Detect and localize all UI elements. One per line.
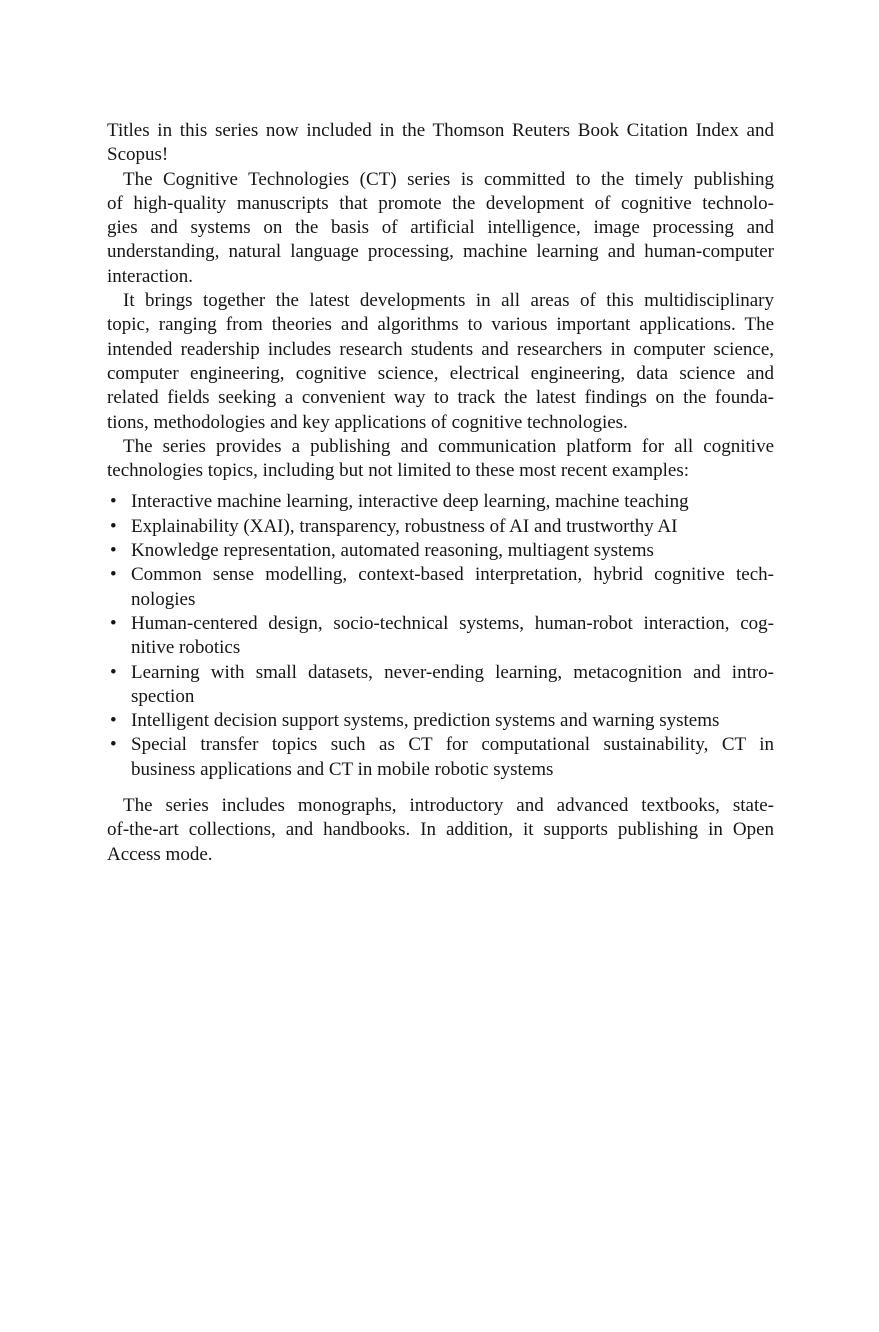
- bullet-item: [107, 539, 774, 563]
- page-content: [107, 119, 774, 867]
- bullet-item: [107, 490, 774, 514]
- bullet-icon: •: [110, 540, 117, 562]
- text-line: Common sense modelling, context-based interpretation, hybrid cognitive tech-: [131, 564, 774, 586]
- bullet-item-text: [131, 661, 774, 710]
- text-line: The Cognitive Technologies (CT) series is committed to the timely publishing: [123, 168, 774, 190]
- text-line: Interactive machine learning, interactive deep learning, machine teaching: [131, 491, 689, 513]
- text-line: of high-quality manuscripts that promote the development of cognitive technolo-: [107, 192, 774, 214]
- bullet-item: [107, 515, 774, 539]
- text-line: The series includes monographs, introductory and advanced textbooks, state-: [123, 795, 774, 817]
- bullet-item-text: [131, 490, 774, 514]
- text-line: Intelligent decision support systems, prediction systems and warning systems: [131, 710, 720, 732]
- bullet-icon: •: [110, 491, 117, 513]
- text-line: Learning with small datasets, never-ending learning, metacognition and intro-: [131, 661, 774, 683]
- text-line: Knowledge representation, automated reasoning, multiagent systems: [131, 540, 654, 562]
- bullet-item-text: [131, 733, 774, 782]
- bullet-icon: •: [110, 515, 117, 537]
- text-line: related fields seeking a convenient way to track the latest findings on the founda-: [107, 387, 774, 409]
- bullet-item-text: [131, 515, 774, 539]
- bullet-icon: •: [110, 661, 117, 683]
- text-line: topic, ranging from theories and algorithms to various important applications. The: [107, 314, 774, 336]
- bullet-item: [107, 612, 774, 661]
- bullet-item-text: [131, 612, 774, 661]
- paragraph: [107, 289, 774, 435]
- text-line: of-the-art collections, and handbooks. In addition, it supports publishing in Open: [107, 819, 774, 841]
- text-line: technologies topics, including but not limited to these most recent examples:: [107, 460, 690, 482]
- paragraph: [107, 435, 774, 484]
- bullet-item-text: [131, 709, 774, 733]
- text-line: It brings together the latest developments in all areas of this multidisciplinary: [123, 290, 774, 312]
- text-line: tions, methodologies and key applications of cognitive technologies.: [107, 411, 628, 433]
- bullet-item: [107, 709, 774, 733]
- text-line: nologies: [131, 588, 196, 610]
- text-line: Scopus!: [107, 144, 169, 166]
- text-line: intended readership includes research students and researchers in computer science,: [107, 338, 774, 360]
- bullet-item: [107, 733, 774, 782]
- bullet-item: [107, 563, 774, 612]
- text-line: gies and systems on the basis of artificial intelligence, image processing and: [107, 217, 774, 239]
- text-line: nitive robotics: [131, 637, 241, 659]
- text-line: Special transfer topics such as CT for computational sustainability, CT in: [131, 734, 774, 756]
- bullet-item: [107, 661, 774, 710]
- text-line: interaction.: [107, 265, 193, 287]
- bullet-item-text: [131, 539, 774, 563]
- bullet-icon: •: [110, 710, 117, 732]
- paragraph: [107, 168, 774, 289]
- bullet-icon: •: [110, 612, 117, 634]
- text-line: Titles in this series now included in the Thomson Reuters Book Citation Index and: [107, 120, 774, 141]
- text-line: understanding, natural language processing, machine learning and human-computer: [107, 241, 774, 263]
- paragraph: [107, 119, 774, 168]
- bullet-icon: •: [110, 734, 117, 756]
- bullet-icon: •: [110, 564, 117, 586]
- text-line: Human-centered design, socio-technical systems, human-robot interaction, cog-: [131, 612, 774, 634]
- text-line: The series provides a publishing and communication platform for all cognitive: [123, 435, 774, 457]
- text-line: Explainability (XAI), transparency, robustness of AI and trustworthy AI: [131, 515, 678, 537]
- bullet-item-text: [131, 563, 774, 612]
- text-line: business applications and CT in mobile robotic systems: [131, 758, 554, 780]
- text-line: Access mode.: [107, 843, 213, 865]
- paragraph: [107, 794, 774, 867]
- text-line: computer engineering, cognitive science, electrical engineering, data science and: [107, 362, 774, 384]
- bullet-list: [107, 490, 774, 782]
- text-line: spection: [131, 685, 195, 707]
